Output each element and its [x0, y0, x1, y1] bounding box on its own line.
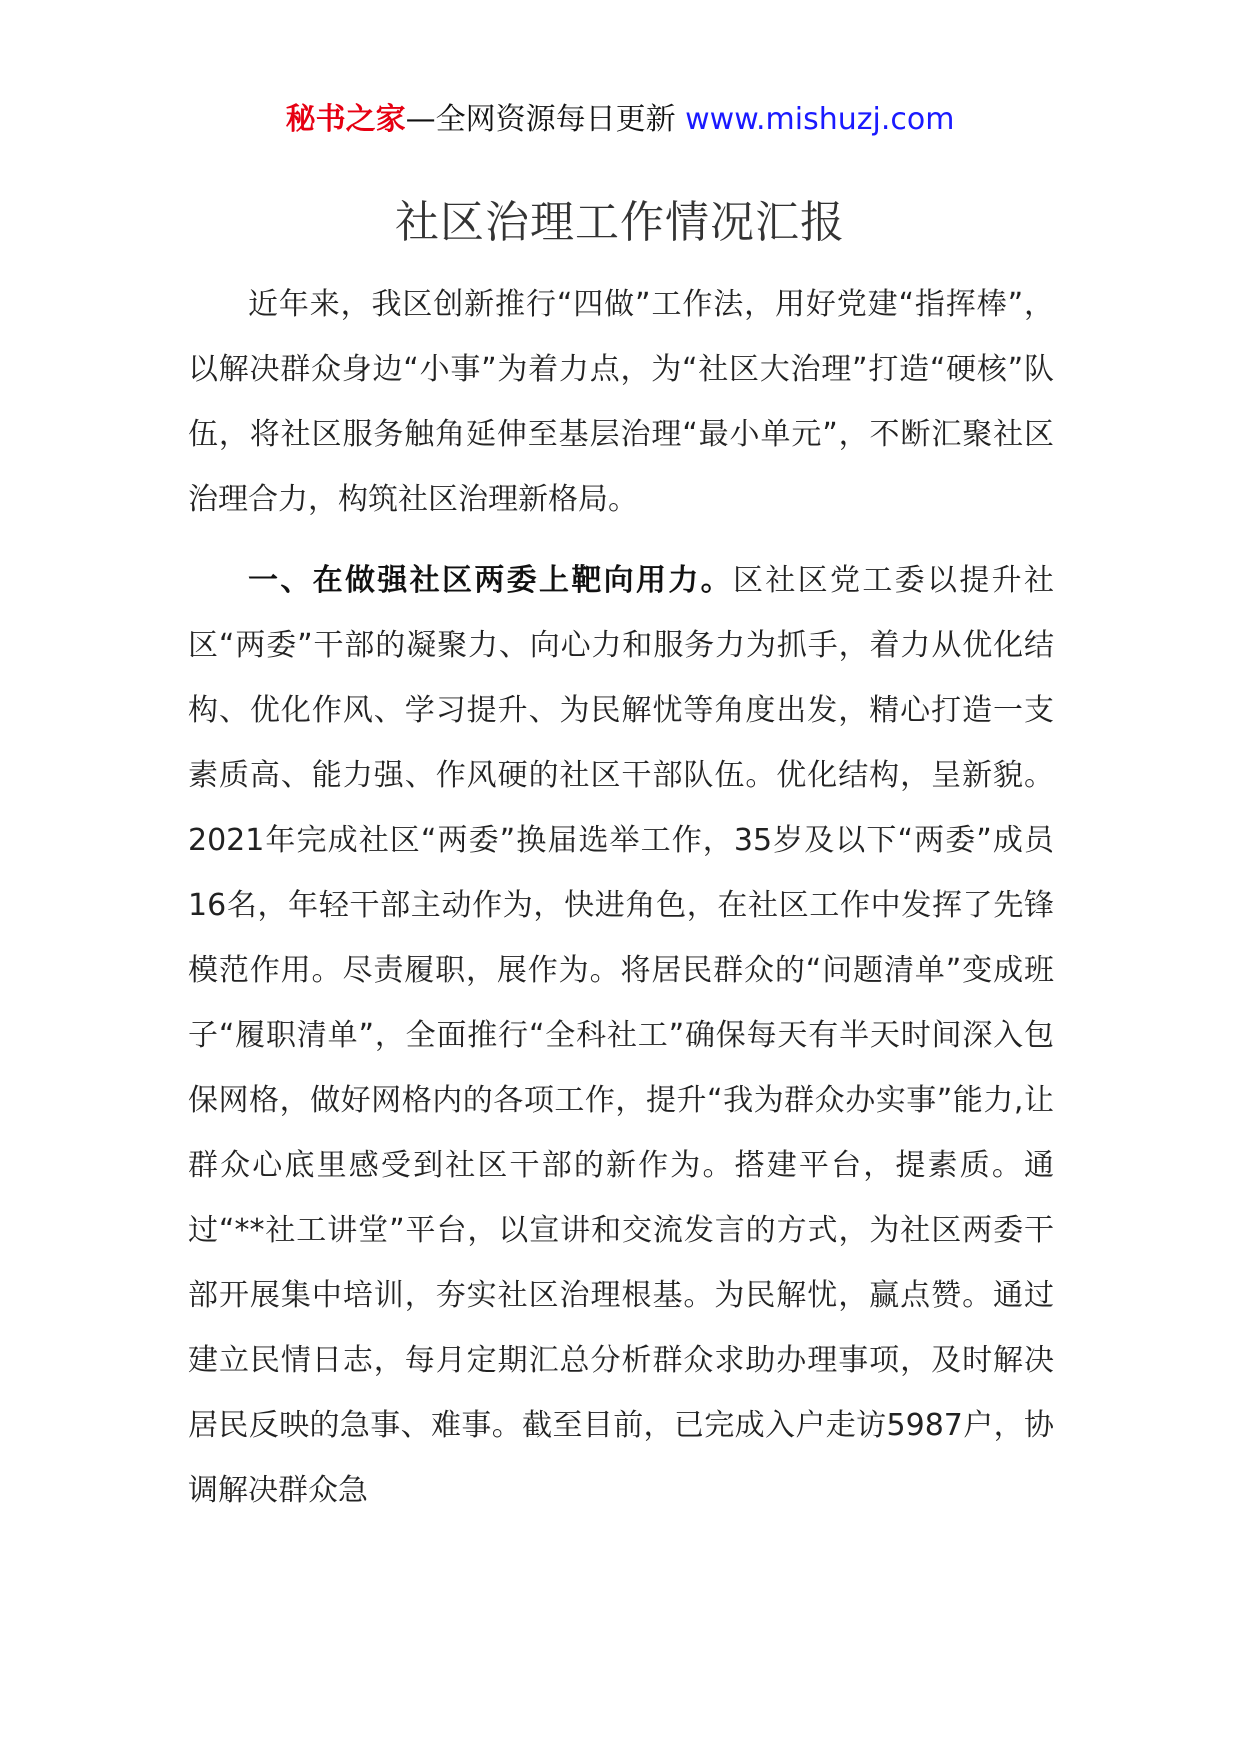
site-url: www.mishuzj.com [685, 102, 955, 137]
brand-name: 秘书之家 [285, 102, 406, 137]
paragraph-text: 区社区党工委以提升社区“两委”干部的凝聚力、向心力和服务力为抓手，着力从优化结构、优化作风、学习提升、为民解忧等角度出发，精心打造一支素质高、能力强、作风硬的社区干部队伍。优化结构，呈新貌。2021年完成社区“两委”换届选举工作，35岁及以下“两委”成员16名，年轻干部主动作为，快进角色，在社区工作中发挥了先锋模范作用。尽责履职，展作为。将居民群众的“问题清单”变成班子“履职清单”，全面推行“全科社工”确保每天有半天时间深入包保网格，做好网格内的各项工作，提升“我为群众办实事”能力,让群众心底里感受到社区干部的新作为。搭建平台，提素质。通过“**社工讲堂”平台，以宣讲和交流发言的方式，为社区两委干部开展集中培训，夯实社区治理根基。为民解忧，赢点赞。通过建立民情日志，每月定期汇总分析群众求助办理事项，及时解决居民反映的急事、难事。截至目前，已完成入户走访5987户，协调解决群众急 [188, 563, 1054, 1508]
paragraph-text: 近年来，我区创新推行“四做”工作法，用好党建“指挥棒”，以解决群众身边“小事”为着力点，为“社区大治理”打造“硬核”队伍，将社区服务触角延伸至基层治理“最小单元”，不断汇聚社区治理合力，构筑社区治理新格局。 [188, 287, 1054, 517]
document-title: 社区治理工作情况汇报 [395, 197, 845, 248]
site-header [0, 100, 1240, 140]
intro-paragraph [188, 272, 1054, 532]
header-slogan: —全网资源每日更新 [405, 102, 686, 137]
section-heading: 一、在做强社区两委上靶向用力。 [248, 563, 733, 598]
section-one-paragraph [188, 548, 1054, 1523]
